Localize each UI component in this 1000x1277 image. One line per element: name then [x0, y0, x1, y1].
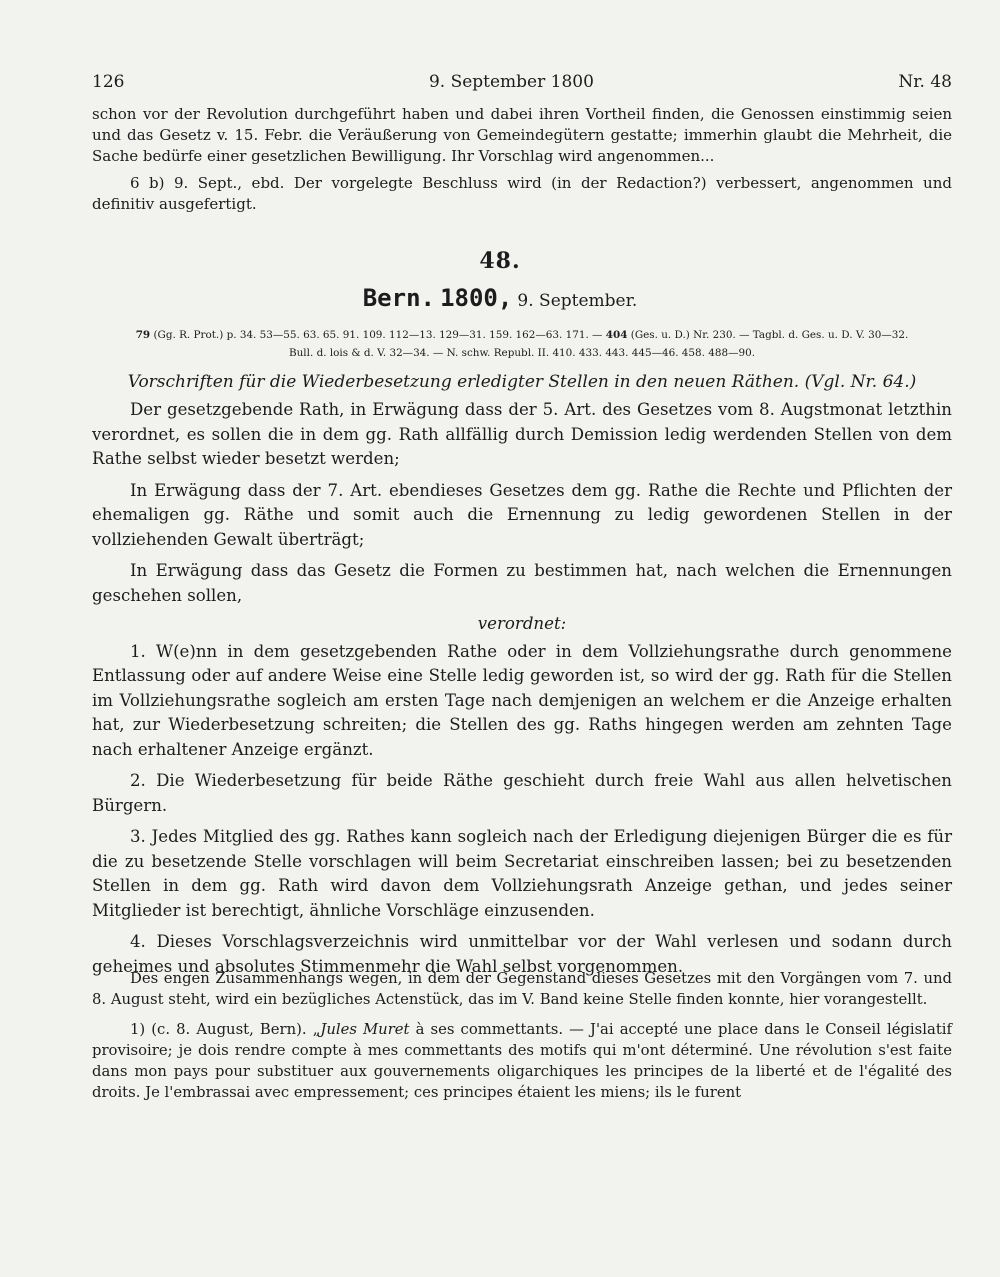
source-line-2: Bull. d. lois & d. V. 32—34. — N. schw. Republ. II. 410. 433. 443. 445—46. 458. 488—90. — [288, 347, 755, 359]
verordnet-heading: verordnet: — [477, 614, 567, 633]
place-city: Bern. — [362, 284, 435, 312]
footnote-1 — [92, 1019, 952, 1103]
preamble-paragraph: In Erwägung dass der 7. Art. ebendieses Gesetzes dem gg. Rathe die Rechte und Pflichten der ehemaligen gg. Räthe und somit auch die Ernennung zu ledig gewordenen Stellen in der vollziehenden Gewalt überträgt; — [92, 480, 952, 549]
article-paragraph: 1. W(e)nn in dem gesetzgebenden Rathe oder in dem Vollziehungsrathe durch genommene Entlassung oder auf andere Weise eine Stelle ledig geworden ist, so wird der gg. Rath für die Stellen im Vollziehungsrathe sogleich am ersten Tage nach demjenigen an welchem er die Anzeige erhalten hat, zur Wiederbesetzung schreiten; die Stellen des gg. Raths hingegen werden am zehnten Tage nach erhaltener Anzeige ergänzt. — [92, 641, 952, 759]
footnote-1-author: Jules Muret — [320, 1021, 410, 1038]
source-ref-text: (Gg. R. Prot.) p. 34. 53—55. 63. 65. 91. 109. 112—13. 129—31. 159. 162—63. 171. — — [153, 329, 603, 341]
source-ref-bold: 79 — [135, 329, 151, 341]
continuation-paragraph: schon vor der Revolution durchgeführt haben und dabei ihren Vortheil finden, die Genossen einstimmig seien und das Gesetz v. 15. Febr. die Veräußerung von Gemeindegütern gestatte; immerhin glaubt die Mehrheit, die Sache bedürfe einer gesetzlichen Bewilligung. Ihr Vorschlag wird angenommen... — [92, 105, 952, 165]
source-line-1 — [92, 326, 952, 344]
continuation-text — [92, 104, 952, 215]
decision-paragraph: 6 b) 9. Sept., ebd. Der vorgelegte Beschluss wird (in der Redaction?) verbessert, angenommen und definitiv ausgefertigt. — [92, 174, 952, 213]
footnote-1-text: à ses commettants. — J'ai accepté une place dans le Conseil législatif provisoire; je dois rendre compte à mes commettants des motifs qui m'ont déterminé. Une révolution s'est faite dans mon pays pour substituer aux gouvernements oligarchiques les principes de la liberté et de l'égalité des droits. Je l'embrassai avec empressement; ces principes étaient les miens; ils le furent — [92, 1021, 952, 1101]
article-paragraph: 2. Die Wiederbesetzung für beide Räthe geschieht durch freie Wahl aus allen helvetischen Bürgern. — [92, 771, 952, 815]
document-number-header: Nr. 48 — [898, 72, 952, 92]
editorial-notes — [92, 968, 952, 1103]
preamble-paragraph: In Erwägung dass das Gesetz die Formen zu bestimmen hat, nach welchen die Ernennungen geschehen sollen, — [92, 561, 952, 605]
law-body — [92, 398, 952, 979]
running-header — [92, 72, 952, 92]
document-number: 48. — [479, 248, 521, 274]
editorial-intro: Des engen Zusammenhangs wegen, in dem der Gegenstand dieses Gesetzes mit den Vorgängen vom 7. und 8. August steht, wird ein bezügliches Actenstück, das im V. Band keine Stelle finden konnte, hier vorangestellt. — [92, 970, 952, 1008]
preamble-paragraph: Der gesetzgebende Rath, in Erwägung dass der 5. Art. des Gesetzes vom 8. Augstmonat letzthin verordnet, es sollen die in dem gg. Rath allfällig durch Demission ledig werdenden Stellen von dem Rathe selbst wieder besetzt werden; — [92, 400, 952, 468]
source-references — [92, 326, 952, 362]
place-year: 1800, — [440, 284, 513, 312]
source-ref-bold: 404 — [605, 329, 628, 341]
document-title: Vorschriften für die Wiederbesetzung erledigter Stellen in den neuen Räthen. (Vgl. Nr. 64.) — [127, 372, 917, 392]
place-date: 9. September. — [517, 291, 638, 311]
place-date-line — [0, 284, 1000, 312]
footnote-1-start: 1) (c. 8. August, Bern). „ — [130, 1021, 321, 1038]
header-date: 9. September 1800 — [428, 72, 594, 92]
article-paragraph: 4. Dieses Vorschlagsverzeichnis wird unmittelbar vor der Wahl verlesen und sodann durch geheimes und absolutes Stimmenmehr die Wahl selbst vorgenommen. — [92, 932, 952, 976]
article-paragraph: 3. Jedes Mitglied des gg. Rathes kann sogleich nach der Erledigung diejenigen Bürger die es für die zu besetzende Stelle vorschlagen will beim Secretariat einschreiben lassen; bei zu besetzenden Stellen in dem gg. Rath wird davon dem Vollziehungsrath Anzeige gethan, und jedes seiner Mitglieder ist berechtigt, ähnliche Vorschläge einzusenden. — [92, 827, 952, 920]
page-number: 126 — [92, 72, 125, 92]
source-ref-text: (Ges. u. D.) Nr. 230. — Tagbl. d. Ges. u. D. V. 30—32. — [630, 329, 909, 341]
